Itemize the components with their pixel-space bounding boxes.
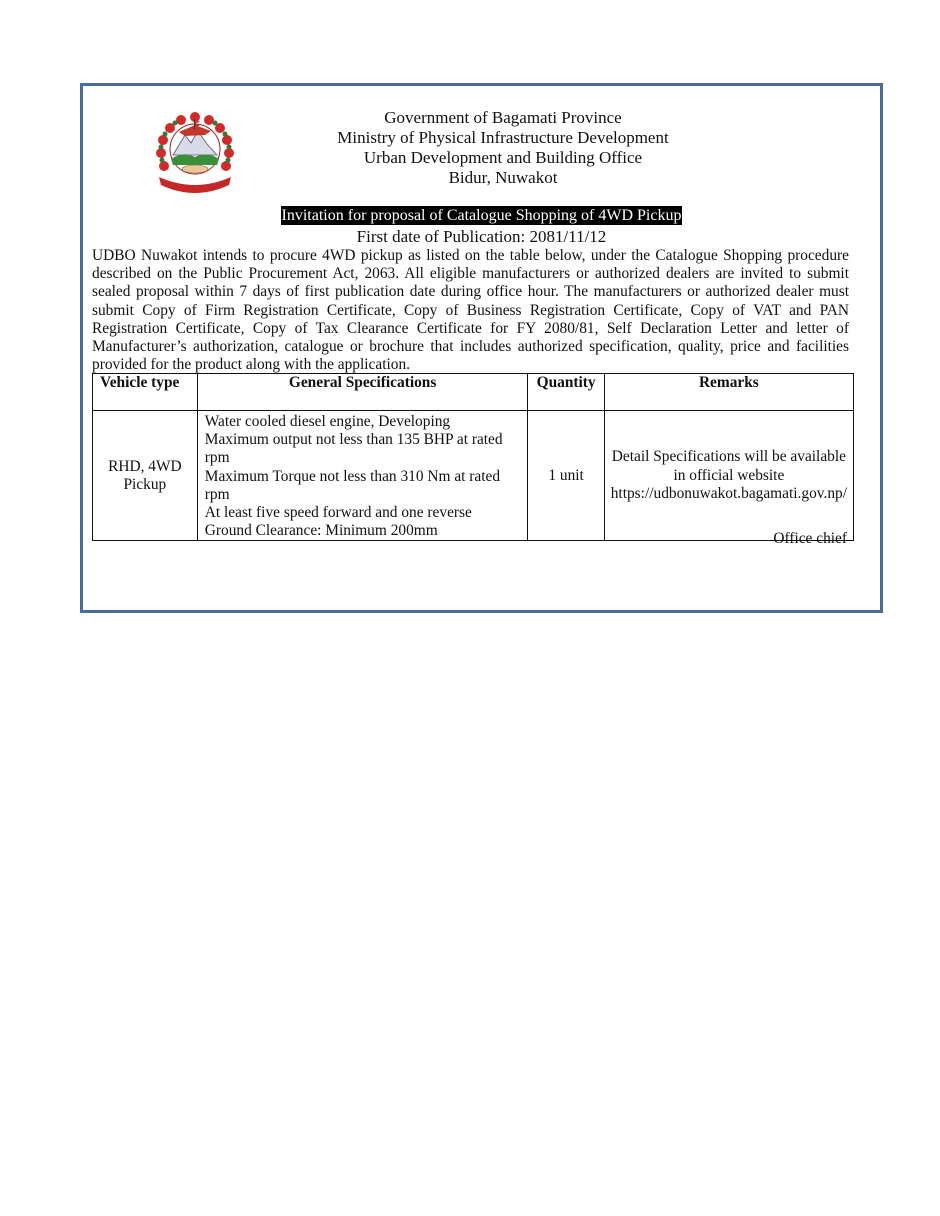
header-quantity: Quantity [528,374,604,411]
header-general-specifications: General Specifications [197,374,528,411]
header-line-office: Urban Development and Building Office [363,148,643,167]
spec-line: Maximum Torque not less than 310 Nm at rated rpm [204,467,501,503]
publication-date: First date of Publication: 2081/11/12 [356,227,607,246]
spec-line: Water cooled diesel engine, Developing [204,413,451,430]
header-remarks: Remarks [604,374,853,411]
table-header-row [93,374,854,411]
specifications-table [92,373,854,541]
signature-office-chief: Office chief [773,530,847,547]
header-line-location: Bidur, Nuwakot [448,168,558,187]
office-header [263,108,743,188]
header-line-ministry: Ministry of Physical Infrastructure Development [337,128,669,147]
notice-body: UDBO Nuwakot intends to procure 4WD pickup as listed on the table below, under the Catalogue Shopping procedure described on the Public Procurement Act, 2063. All eligible manufacturers or authorized dealers are invited to submit sealed proposal within 7 days of first publication date during office hour. The manufacturers or authorized dealer must submit Copy of Firm Registration Certificate, Copy of Business Registration Certificate, Copy of VAT and PAN Registration Certificate, Copy of Tax Clearance Certificate for FY 2080/81, Self Declaration Letter and letter of Manufacturer’s authorization, catalogue or brochure that includes authorized specification, quality, price and facilities provided for the product along with the application. [92,247,849,374]
cell-quantity: 1 unit [528,411,604,541]
notice-title: Invitation for proposal of Catalogue Shopping of 4WD Pickup [281,207,682,224]
header-vehicle-type: Vehicle type [93,374,198,411]
notice-frame [80,83,883,613]
cell-vehicle-type: RHD, 4WD Pickup [93,411,198,541]
nepal-coat-of-arms-emblem [151,111,239,195]
cell-specifications [197,411,528,541]
spec-line: Maximum output not less than 135 BHP at rated rpm [204,431,503,467]
table-row [93,411,854,541]
spec-line: Ground Clearance: Minimum 200mm [204,522,438,540]
header-line-government: Government of Bagamati Province [384,108,622,127]
notice-title-wrap [83,206,880,225]
cell-remarks: Detail Specifications will be available in official website https://udbonuwakot.bagamati.gov.np/ [604,411,853,541]
spec-line: At least five speed forward and one reverse [204,504,472,522]
